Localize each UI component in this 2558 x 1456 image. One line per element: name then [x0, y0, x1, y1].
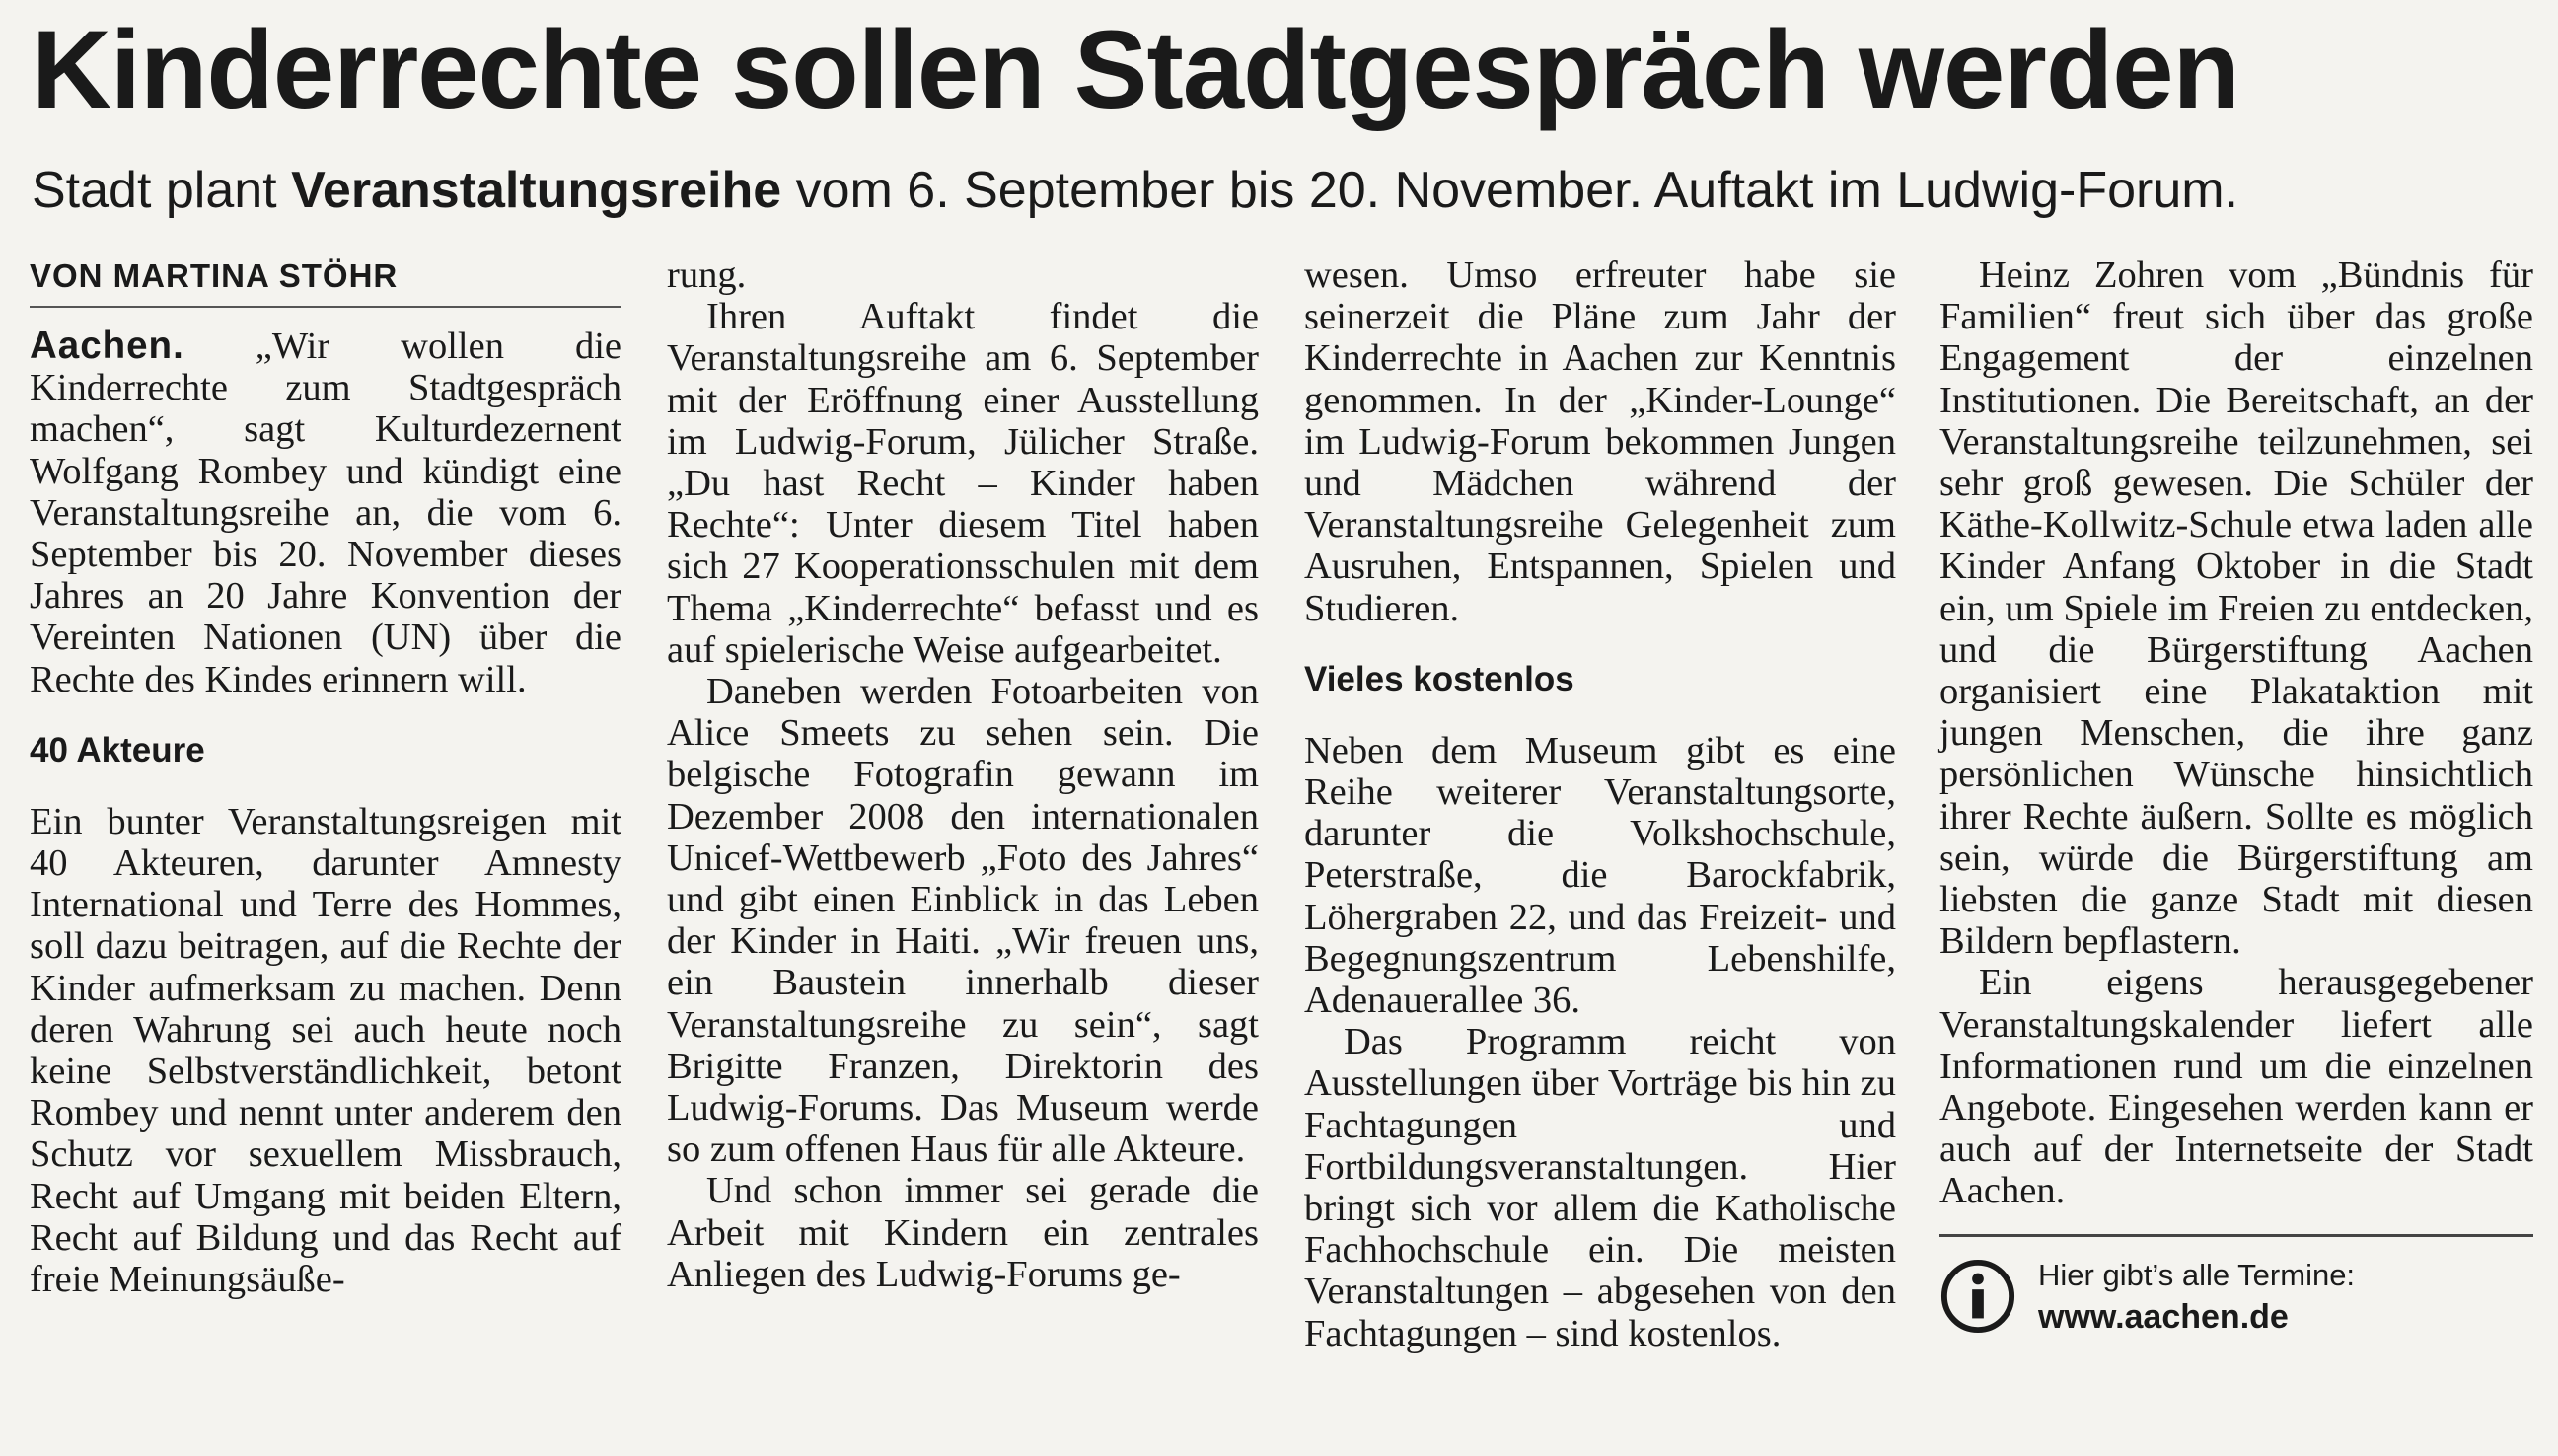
info-icon: [1939, 1258, 2016, 1335]
paragraph-text: „Wir wollen die Kinderrechte zum Stadtgespräch machen“, sagt Kulturdezernent Wolfgang Rombey und kündigt eine Veranstaltungsreihe an, die vom 6. September bis 20. November dieses Jahres an 20 Jahre Konvention der Vereinten Nationen (UN) über die Rechte des Kindes erinnern will.: [30, 326, 621, 700]
dateline: Aachen.: [30, 325, 184, 367]
info-url-link[interactable]: www.aachen.de: [2038, 1297, 2289, 1336]
byline: VON MARTINA STÖHR: [30, 255, 621, 308]
article-column-3: [1304, 255, 1896, 1354]
article-column-4: [1939, 255, 2533, 1338]
subline: [32, 156, 2518, 225]
subhead-vieles-kostenlos: Vieles kostenlos: [1304, 659, 1574, 698]
paragraph: Und schon immer sei gerade die Arbeit mit Kindern ein zentrales Anliegen des Ludwig-Forums ge-: [667, 1170, 1259, 1295]
article-column-2: [667, 255, 1259, 1295]
info-box: [1939, 1234, 2533, 1338]
paragraph: Daneben werden Fotoarbeiten von Alice Smeets zu sehen sein. Die belgische Fotografin gewann im Dezember 2008 den internationalen Unicef-Wettbewerb „Foto des Jahres“ und gibt einen Einblick in das Leben der Kinder in Haiti. „Wir freuen uns, ein Baustein innerhalb dieser Veranstaltungsreihe zu sein“, sagt Brigitte Franzen, Direktorin des Ludwig-Forums. Das Museum werde so zum offenen Haus für alle Akteure.: [667, 671, 1259, 1171]
headline: Kinderrechte sollen Stadtgespräch werden: [32, 8, 2239, 131]
article-column-1: [30, 255, 621, 1300]
subline-pre: Stadt plant: [32, 162, 292, 219]
paragraph: Ein bunter Veranstaltungsreigen mit 40 Akteuren, darunter Amnesty International und Terre des Hommes, soll dazu beitragen, auf die Rechte der Kinder aufmerksam zu machen. Denn deren Wahrung sei auch heute noch keine Selbstverständlichkeit, betont Rombey und nennt unter anderem den Schutz vor sexuellem Missbrauch, Recht auf Umgang mit beiden Eltern, Recht auf Bildung und das Recht auf freie Meinungsäuße-: [30, 800, 621, 1301]
paragraph: Heinz Zohren vom „Bündnis für Familien“ freut sich über das große Engagement der einzelnen Institutionen. Die Bereitschaft, an der Veranstaltungsreihe teilzunehmen, sei sehr groß gewesen. Die Schüler der Käthe-Kollwitz-Schule etwa laden alle Kinder Anfang Oktober in die Stadt ein, um Spiele im Freien zu entdecken, und die Bürgerstiftung Aachen organisiert eine Plakataktion mit jungen Menschen, die ihre ganz persönlichen Wünsche hinsichtlich ihrer Rechte äußern. Sollte es möglich sein, würde die Bürgerstiftung am liebsten die ganze Stadt mit diesen Bildern bepflastern.: [1939, 255, 2533, 963]
paragraph: Ein eigens herausgegebener Veranstaltungskalender liefert alle Informationen rund um die einzelnen Angebote. Eingesehen werden kann er auch auf der Internetseite der Stadt Aachen.: [1939, 962, 2533, 1212]
paragraph: [30, 326, 621, 700]
subline-post: vom 6. September bis 20. November. Auftakt im Ludwig-Forum.: [781, 162, 2239, 219]
subline-bold: Veranstaltungsreihe: [291, 162, 782, 219]
paragraph: wesen. Umso erfreuter habe sie seinerzeit die Pläne zum Jahr der Kinderrechte in Aachen zur Kenntnis genommen. In der „Kinder-Lounge“ im Ludwig-Forum bekommen Jungen und Mädchen während der Veranstaltungsreihe Gelegenheit zum Ausruhen, Entspannen, Spielen und Studieren.: [1304, 255, 1896, 629]
paragraph: Das Programm reicht von Ausstellungen über Vorträge bis hin zu Fachtagungen und Fortbildungsveranstaltungen. Hier bringt sich vor allem die Katholische Fachhochschule ein. Die meisten Veranstaltungen – abgesehen von den Fachtagungen – sind kostenlos.: [1304, 1021, 1896, 1354]
paragraph: Neben dem Museum gibt es eine Reihe weiterer Veranstaltungsorte, darunter die Volkshochschule, Peterstraße, die Barockfabrik, Löhergraben 22, und das Freizeit- und Begegnungszentrum Lebenshilfe, Adenauerallee 36.: [1304, 729, 1896, 1022]
paragraph: rung.: [667, 255, 747, 296]
info-text: [2038, 1255, 2355, 1338]
info-label: Hier gibt’s alle Termine:: [2038, 1257, 2356, 1292]
subhead-40-akteure: 40 Akteure: [30, 730, 205, 769]
paragraph: Ihren Auftakt findet die Veranstaltungsreihe am 6. September mit der Eröffnung einer Ausstellung im Ludwig-Forum, Jülicher Straße. „Du hast Recht – Kinder haben Rechte“: Unter diesem Titel haben sich 27 Kooperationsschulen mit dem Thema „Kinderrechte“ befasst und es auf spielerische Weise aufgearbeitet.: [667, 296, 1259, 671]
